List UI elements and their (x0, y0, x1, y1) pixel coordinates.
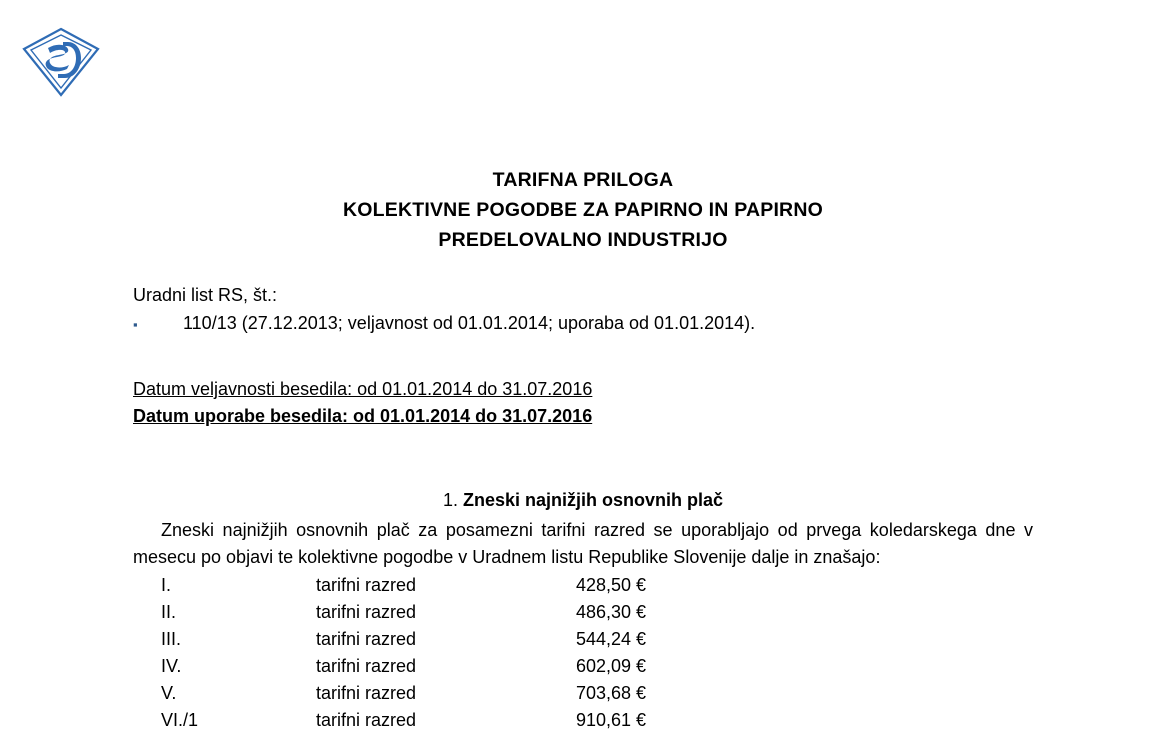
tariff-roman: III. (161, 629, 182, 649)
usage-date-line: Datum uporabe besedila: od 01.01.2014 do 31.07.2016 (133, 406, 593, 426)
paragraph-text: Zneski najnižjih osnovnih plač za posamezni tarifni razred se uporabljajo od prvega koledarskega dne v mesecu po objavi te kolektivne pogodbe v Uradnem listu Republike Slovenije dalje in znašajo: (133, 520, 1033, 567)
tariff-label: tarifni razred (316, 575, 417, 595)
tariff-grades-table (133, 572, 776, 734)
tariff-amount: 486,30 € (576, 602, 647, 622)
title-line-2: KOLEKTIVNE POGODBE ZA PAPIRNO IN PAPIRNO (342, 199, 823, 221)
square-bullet-icon: ▪ (133, 317, 138, 332)
section-number: 1. (442, 490, 463, 510)
tariff-label: tarifni razred (316, 602, 417, 622)
title-line-3: PREDELOVALNO INDUSTRIJO (438, 229, 728, 251)
table-row (133, 599, 776, 626)
tariff-table-body (133, 572, 776, 734)
company-logo-icon (18, 26, 104, 98)
gazette-label: Uradni list RS, št.: (133, 285, 278, 305)
validity-block (133, 376, 1033, 429)
tariff-roman: V. (161, 683, 177, 703)
tariff-roman: IV. (161, 656, 182, 676)
table-row (133, 626, 776, 653)
tariff-amount: 703,68 € (576, 683, 647, 703)
gazette-bullet-text: 110/13 (27.12.2013; veljavnost od 01.01.2014; uporaba od 01.01.2014). (183, 313, 756, 333)
section-heading (133, 487, 1033, 513)
table-row (133, 707, 776, 734)
tariff-roman: I. (161, 575, 172, 595)
tariff-label: tarifni razred (316, 629, 417, 649)
gazette-bullet-item (133, 310, 1033, 338)
section-title: Zneski najnižjih osnovnih plač (462, 490, 724, 510)
table-row (133, 680, 776, 707)
tariff-amount: 544,24 € (576, 629, 647, 649)
validity-date-line: Datum veljavnosti besedila: od 01.01.2014 do 31.07.2016 (133, 379, 593, 399)
gazette-block (133, 282, 1033, 338)
tariff-roman: II. (161, 602, 177, 622)
tariff-amount: 602,09 € (576, 656, 647, 676)
tariff-amount: 910,61 € (576, 710, 647, 730)
tariff-amount: 428,50 € (576, 575, 647, 595)
tariff-label: tarifni razred (316, 683, 417, 703)
document-content (133, 165, 1033, 734)
table-row (133, 572, 776, 599)
section-paragraph (133, 517, 1033, 571)
title-line-1: TARIFNA PRILOGA (492, 169, 674, 191)
table-row (133, 653, 776, 680)
document-title (133, 165, 1033, 255)
tariff-roman: VI./1 (161, 710, 199, 730)
tariff-label: tarifni razred (316, 710, 417, 730)
tariff-label: tarifni razred (316, 656, 417, 676)
